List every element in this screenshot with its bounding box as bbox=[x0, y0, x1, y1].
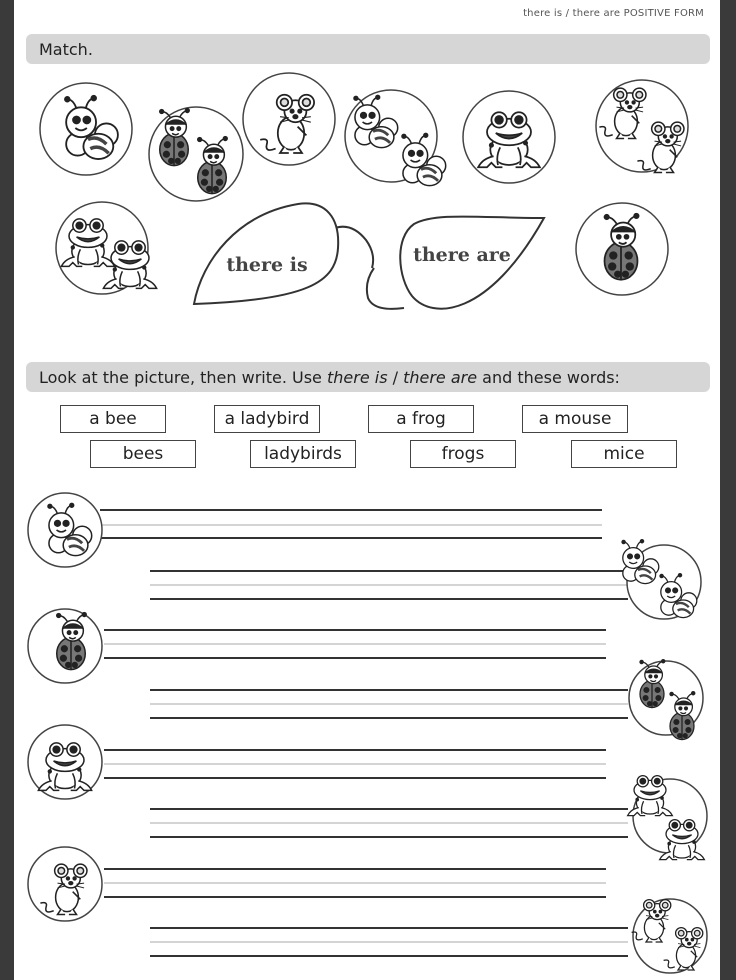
write-frog-single-icon bbox=[27, 722, 105, 802]
write-instruction: Look at the picture, then write. Use there is / there are and these words: bbox=[39, 367, 620, 387]
word-a-ladybird: a ladybird bbox=[214, 405, 320, 433]
leaves-group bbox=[188, 200, 548, 322]
match-mouse-single-icon[interactable] bbox=[241, 72, 339, 168]
match-bees-pair-icon[interactable] bbox=[341, 82, 453, 192]
word-mice: mice bbox=[571, 440, 677, 468]
worksheet-title: there is / there are POSITIVE FORM bbox=[523, 8, 704, 19]
write-bees-pair-icon bbox=[610, 534, 706, 626]
write-mice-pair-icon bbox=[620, 890, 716, 980]
match-frog-single-icon[interactable] bbox=[461, 90, 559, 186]
write-ladybird-single-icon bbox=[27, 604, 105, 684]
write-bee-single-icon bbox=[27, 490, 105, 570]
match-instruction-bar bbox=[26, 34, 710, 64]
match-frogs-pair-icon[interactable] bbox=[50, 200, 168, 300]
match-mice-pair-icon[interactable] bbox=[588, 72, 700, 182]
match-ladybird-single-icon[interactable] bbox=[575, 202, 673, 298]
word-a-mouse: a mouse bbox=[522, 405, 628, 433]
word-frogs: frogs bbox=[410, 440, 516, 468]
word-ladybirds: ladybirds bbox=[250, 440, 356, 468]
word-a-frog: a frog bbox=[368, 405, 474, 433]
write-instruction-bar bbox=[26, 362, 710, 392]
write-mouse-single-icon bbox=[27, 842, 105, 926]
write-frogs-pair-icon bbox=[620, 764, 714, 864]
write-ladybirds-pair-icon bbox=[620, 652, 710, 746]
leaf-there-are: there are bbox=[413, 244, 511, 266]
leaf-there-is: there is bbox=[226, 254, 308, 276]
word-a-bee: a bee bbox=[60, 405, 166, 433]
word-bees: bees bbox=[90, 440, 196, 468]
match-ladybirds-pair-icon[interactable] bbox=[140, 96, 250, 204]
match-instruction: Match. bbox=[39, 39, 93, 59]
match-bee-single-icon[interactable] bbox=[38, 82, 136, 178]
